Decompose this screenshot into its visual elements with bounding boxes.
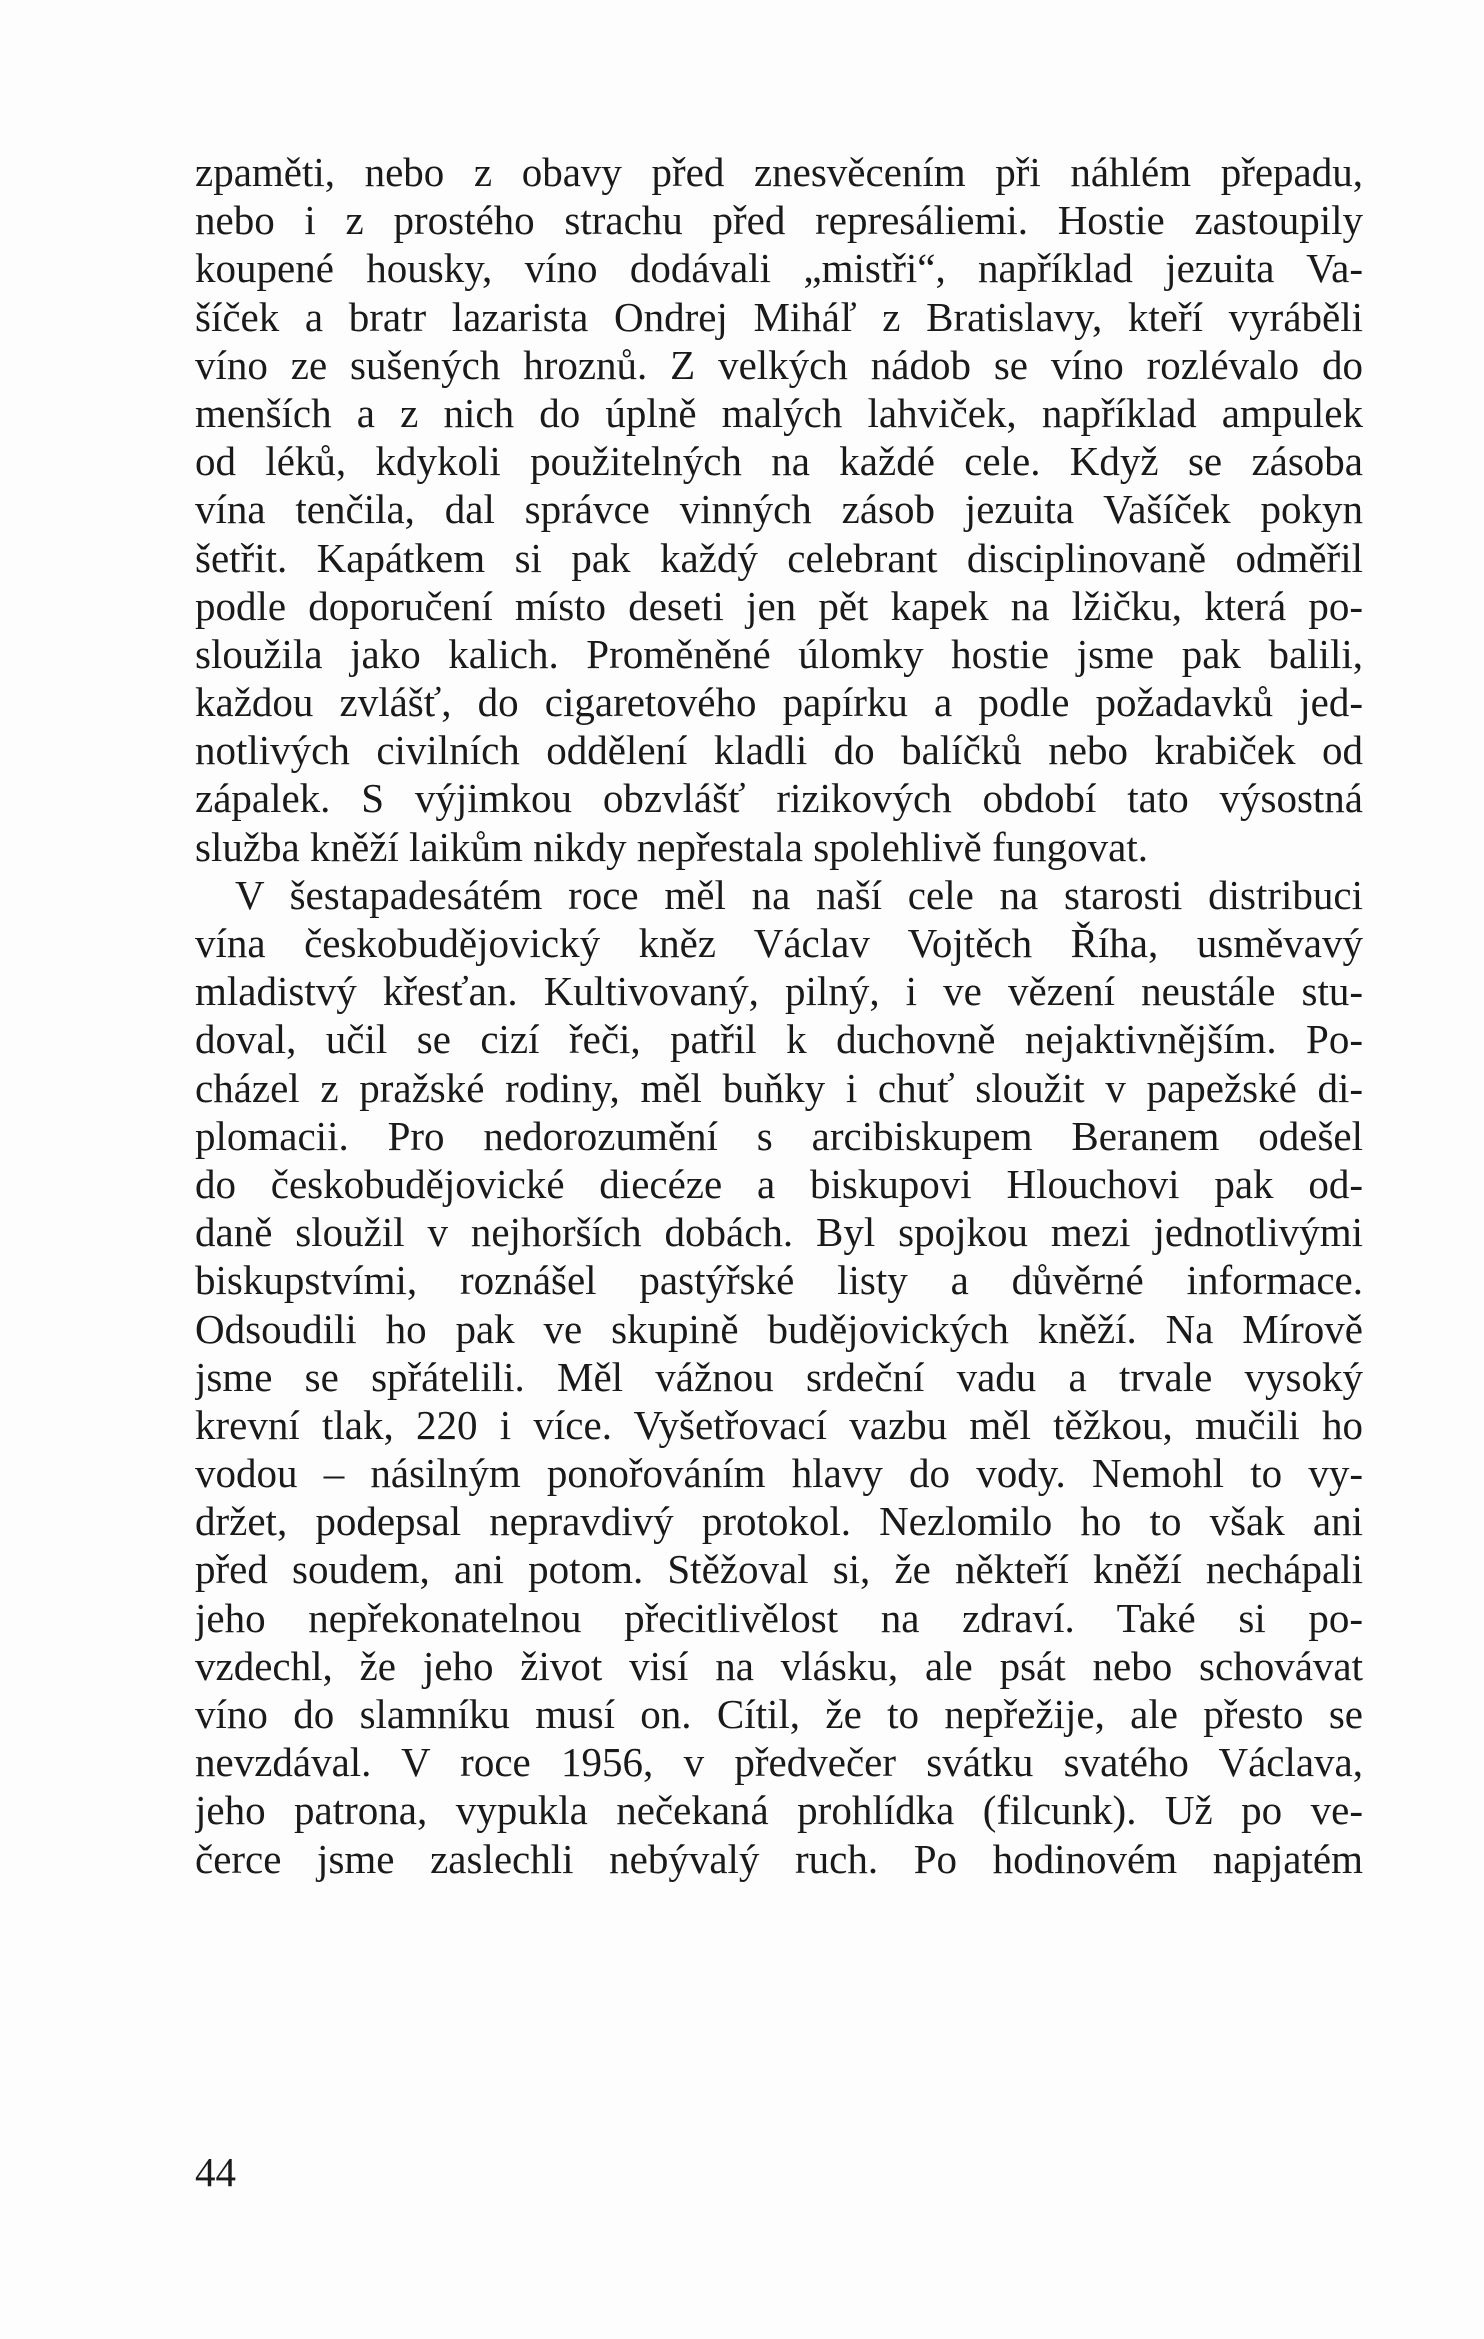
text-line: šetřit. Kapátkem si pak každý celebrant disciplinovaně odměřil	[195, 534, 1363, 581]
text-line: každou zvlášť, do cigaretového papírku a podle požadavků jed-	[195, 679, 1363, 726]
text-line: víno do slamníku musí on. Cítil, že to nepřežije, ale přesto se	[195, 1691, 1363, 1737]
text-line: jeho nepřekonatelnou přecitlivělost na zdraví. Také si po-	[195, 1594, 1363, 1641]
text-line: do českobudějovické diecéze a biskupovi Hlouchovi pak od-	[195, 1160, 1363, 1207]
page-number: 44	[195, 2149, 236, 2195]
text-line: menších a z nich do úplně malých lahviček, například ampulek	[195, 389, 1363, 436]
paragraph	[195, 871, 1363, 1883]
paragraph	[195, 148, 1363, 871]
text-line: nevzdával. V roce 1956, v předvečer svátku svatého Václava,	[195, 1739, 1363, 1786]
text-line: vodou – násilným ponořováním hlavy do vody. Nemohl to vy-	[195, 1450, 1363, 1497]
text-line: vína českobudějovický kněz Václav Vojtěch Říha, usměvavý	[195, 920, 1363, 966]
text-line: krevní tlak, 220 i více. Vyšetřovací vazbu měl těžkou, mučili ho	[195, 1401, 1363, 1448]
text-line: držet, podepsal nepravdivý protokol. Nezlomilo ho to však ani	[195, 1498, 1363, 1545]
text-line: před soudem, ani potom. Stěžoval si, že někteří kněží nechápali	[195, 1546, 1363, 1593]
text-line: šíček a bratr lazarista Ondrej Miháľ z Bratislavy, kteří vyráběli	[195, 293, 1363, 340]
text-line: služba kněží laikům nikdy nepřestala spolehlivě fungovat.	[195, 823, 1148, 870]
text-line: Odsoudili ho pak ve skupině budějovických kněží. Na Mírově	[195, 1305, 1363, 1352]
text-line: od léků, kdykoli použitelných na každé cele. Když se zásoba	[195, 438, 1363, 485]
text-line: vína tenčila, dal správce vinných zásob jezuita Vašíček pokyn	[195, 486, 1363, 533]
text-line: notlivých civilních oddělení kladli do balíčků nebo krabiček od	[195, 727, 1363, 774]
text-line: doval, učil se cizí řeči, patřil k duchovně nejaktivnějším. Po-	[195, 1016, 1363, 1063]
text-line: biskupstvími, roznášel pastýřské listy a důvěrné informace.	[195, 1257, 1363, 1304]
text-line: jsme se spřátelili. Měl vážnou srdeční vadu a trvale vysoký	[195, 1353, 1363, 1400]
text-line: podle doporučení místo deseti jen pět kapek na lžičku, která po-	[195, 582, 1363, 629]
text-line: koupené housky, víno dodávali „mistři“, například jezuita Va-	[195, 245, 1363, 292]
text-line: mladistvý křesťan. Kultivovaný, pilný, i ve vězení neustále stu-	[195, 968, 1363, 1015]
text-line: cházel z pražské rodiny, měl buňky i chuť sloužit v papežské di-	[195, 1064, 1363, 1111]
text-line: plomacii. Pro nedorozumění s arcibiskupem Beranem odešel	[195, 1112, 1363, 1159]
text-line: zápalek. S výjimkou obzvlášť rizikových období tato výsostná	[195, 775, 1363, 822]
text-line: daně sloužil v nejhorších dobách. Byl spojkou mezi jednotlivými	[195, 1209, 1363, 1256]
text-line: zpaměti, nebo z obavy před znesvěcením při náhlém přepadu,	[195, 149, 1363, 195]
text-line: V šestapadesátém roce měl na naší cele na starosti distribuci	[235, 871, 1363, 918]
text-line: nebo i z prostého strachu před represáliemi. Hostie zastoupily	[195, 197, 1363, 244]
body-text	[195, 148, 1363, 1883]
text-line: sloužila jako kalich. Proměněné úlomky hostie jsme pak balili,	[195, 630, 1363, 677]
text-line: vzdechl, že jeho život visí na vlásku, ale psát nebo schovávat	[195, 1642, 1363, 1689]
text-line: čerce jsme zaslechli nebývalý ruch. Po hodinovém napjatém	[195, 1835, 1363, 1882]
text-line: jeho patrona, vypukla nečekaná prohlídka (filcunk). Už po ve-	[195, 1787, 1363, 1834]
text-line: víno ze sušených hroznů. Z velkých nádob se víno rozlévalo do	[195, 341, 1363, 388]
